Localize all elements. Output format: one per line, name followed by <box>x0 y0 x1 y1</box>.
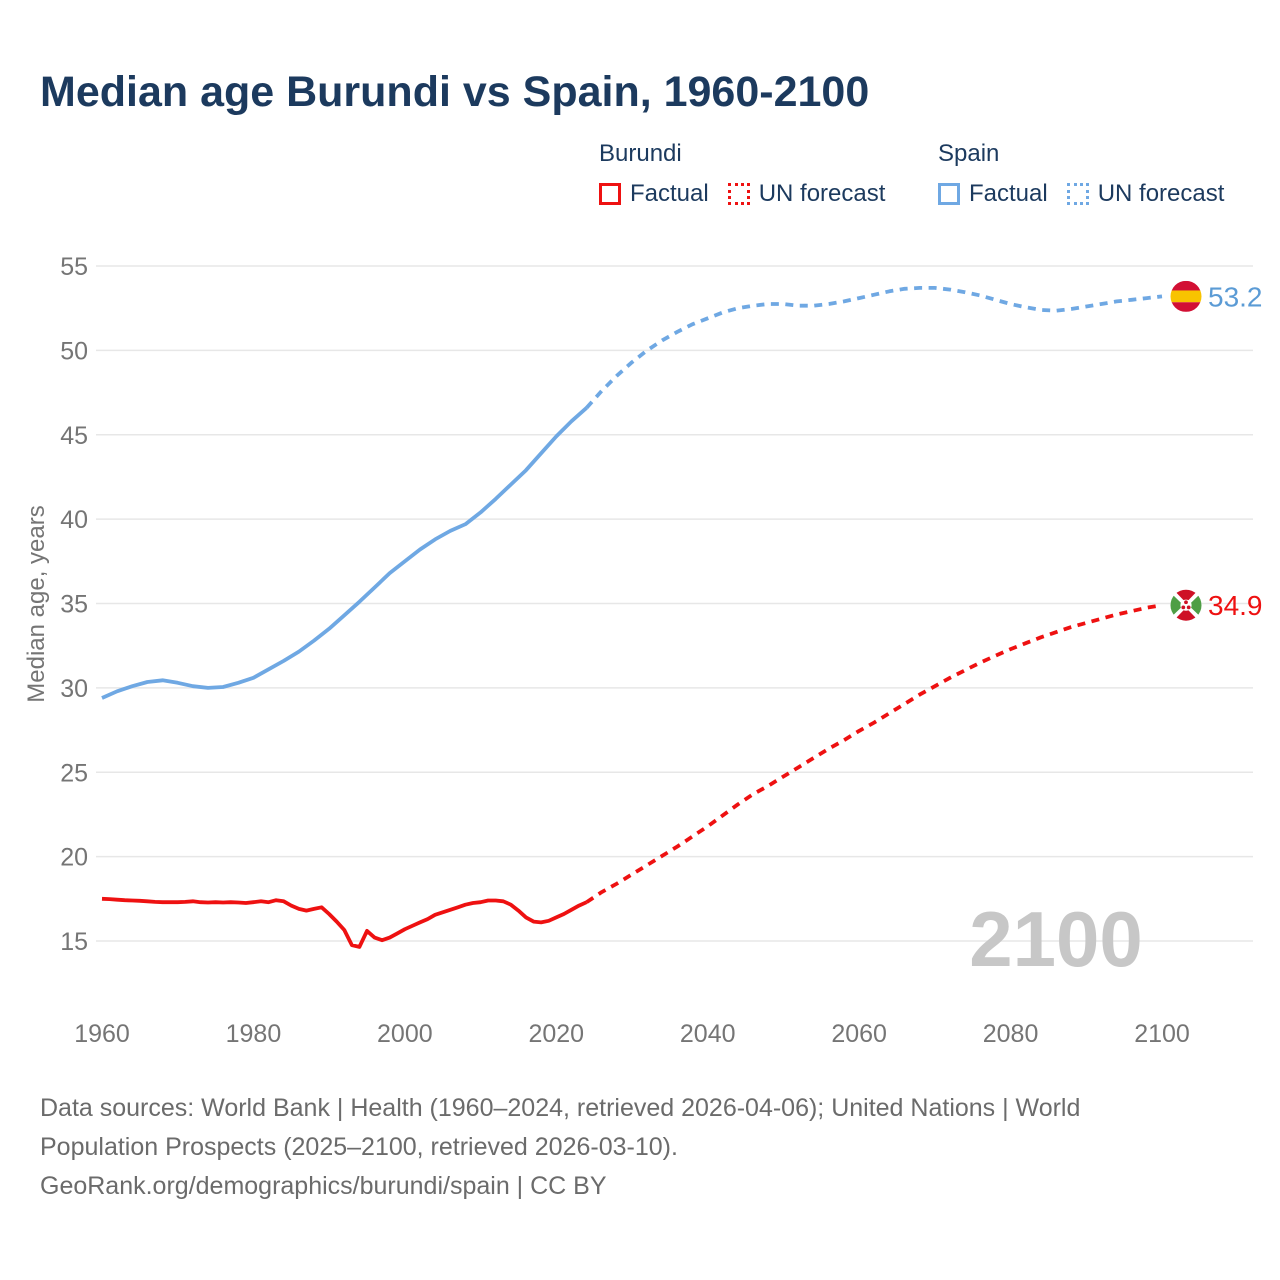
x-tick-2040: 2040 <box>679 1020 736 1048</box>
burundi-forecast-label: UN forecast <box>758 180 886 207</box>
page-title: Median age Burundi vs Spain, 1960-2100 <box>40 68 870 116</box>
end-label-burundi: 34.9 <box>1208 590 1263 622</box>
attribution-text: GeoRank.org/demographics/burundi/spain | CC BY <box>40 1172 607 1200</box>
x-tick-2000: 2000 <box>377 1020 433 1048</box>
y-tick-20: 20 <box>60 843 88 872</box>
y-tick-25: 25 <box>60 759 88 788</box>
y-tick-35: 35 <box>60 590 88 619</box>
burundi-flag-icon <box>1170 589 1202 621</box>
x-tick-1980: 1980 <box>225 1020 282 1048</box>
y-tick-15: 15 <box>60 928 88 956</box>
x-tick-2100: 2100 <box>1134 1020 1190 1048</box>
x-tick-1960: 1960 <box>74 1020 130 1048</box>
spain-forecast-label: UN forecast <box>1097 180 1225 207</box>
spain-factual-label: Factual <box>969 180 1048 207</box>
footer <box>40 1089 1180 1206</box>
legend-spain-name: Spain <box>938 140 1000 167</box>
series-spain-factual <box>102 408 587 698</box>
x-tick-2020: 2020 <box>528 1020 585 1048</box>
spain-flag-icon <box>1171 281 1202 312</box>
burundi-factual-label: Factual <box>630 180 709 207</box>
y-tick-30: 30 <box>60 674 88 703</box>
x-tick-2080: 2080 <box>982 1020 1039 1048</box>
y-axis-label: Median age, years <box>23 505 50 703</box>
legend-burundi-name: Burundi <box>599 140 682 167</box>
series-spain-un-forecast <box>587 288 1162 408</box>
x-tick-2060: 2060 <box>831 1020 887 1048</box>
series-burundi-factual <box>102 899 587 947</box>
y-tick-50: 50 <box>60 337 88 366</box>
watermark-year: 2100 <box>969 895 1143 983</box>
y-tick-45: 45 <box>60 421 88 450</box>
y-tick-55: 55 <box>60 253 88 281</box>
data-sources-text: Data sources: World Bank | Health (1960–2024, retrieved 2026-04-06); United Nations | World Population Prospects (2025–2100, retrieved 2026-03-10). <box>40 1094 1081 1161</box>
end-label-spain: 53.2 <box>1208 281 1263 313</box>
y-tick-40: 40 <box>60 506 88 535</box>
series-burundi-un-forecast <box>587 605 1162 902</box>
